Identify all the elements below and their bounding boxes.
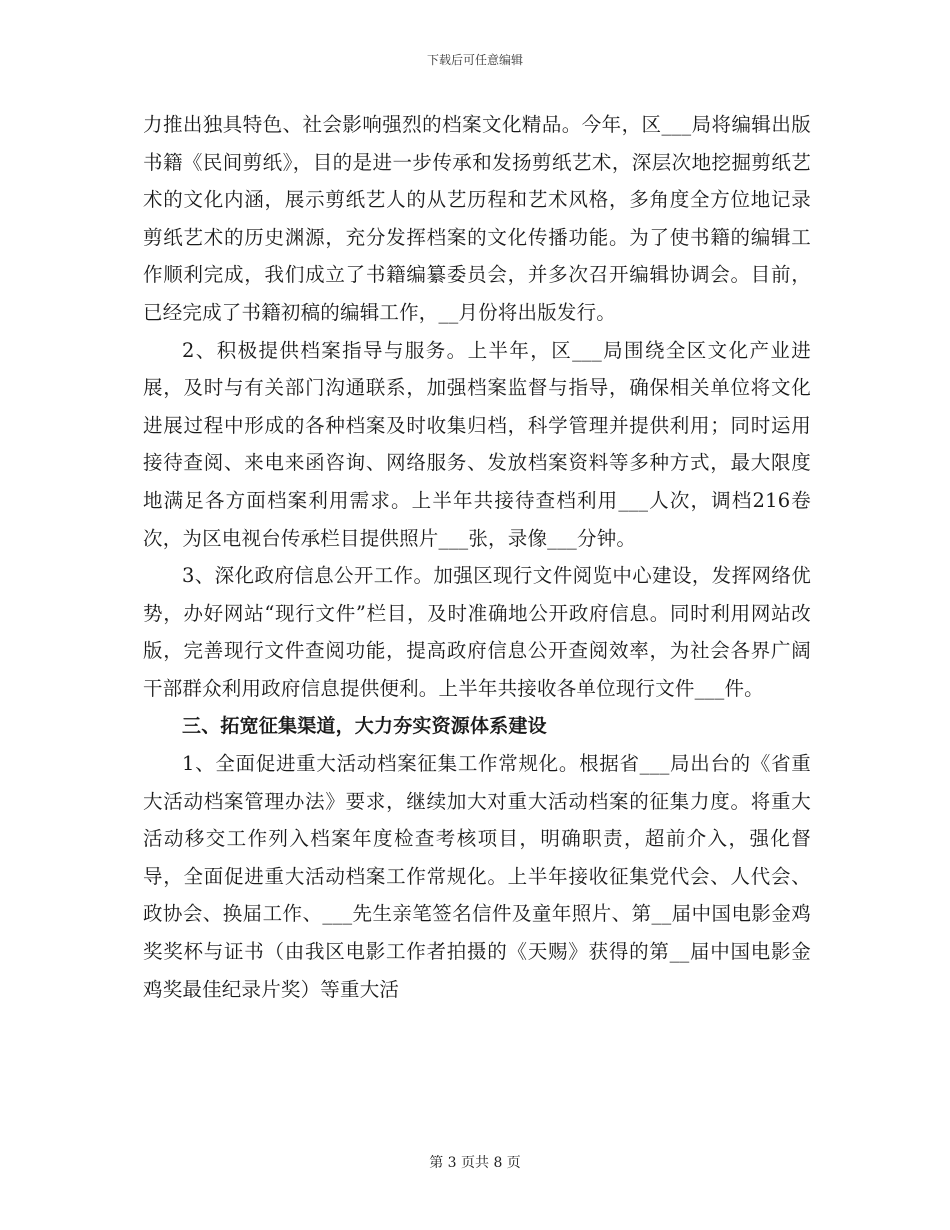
paragraph-info-disclosure: 3、深化政府信息公开工作。加强区现行文件阅览中心建设，发挥网络优势，办好网站“现行文件”栏目，及时准确地公开政府信息。同时利用网站改版，完善现行文件查阅功能，提高政府信息公开查阅效率，为社会各界广阔干部群众利用政府信息提供便利。上半年共接收各单位现行文件___件。 <box>143 564 811 700</box>
paragraph-continuation: 力推出独具特色、社会影响强烈的档案文化精品。今年，区___局将编辑出版书籍《民间剪纸》，目的是进一步传承和发扬剪纸艺术，深层次地挖掘剪纸艺术的文化内涵，展示剪纸艺人的从艺历程和艺术风格，多角度全方位地记录剪纸艺术的历史渊源，充分发挥档案的文化传播功能。为了使书籍的编辑工作顺利完成，我们成立了书籍编纂委员会，并多次召开编辑协调会。目前，已经完成了书籍初稿的编辑工作，__月份将出版发行。 <box>143 113 811 324</box>
document-body <box>143 106 811 1008</box>
section-heading: 三、拓宽征集渠道，大力夯实资源体系建设 <box>182 714 547 737</box>
paragraph-archive-service: 2、积极提供档案指导与服务。上半年，区___局围绕全区文化产业进展，及时与有关部门沟通联系，加强档案监督与指导，确保相关单位将文化进展过程中形成的各种档案及时收集归档，科学管理并提供利用；同时运用接待查阅、来电来函咨询、网络服务、发放档案资料等多种方式，最大限度地满足各方面档案利用需求。上半年共接待查档利用___人次，调档216卷次，为区电视台传承栏目提供照片___张，录像___分钟。 <box>143 338 811 550</box>
page-header: 下载后可任意编辑 <box>426 53 523 67</box>
page-footer: 第 3 页共 8 页 <box>429 1155 521 1171</box>
paragraph-major-events: 1、全面促进重大活动档案征集工作常规化。根据省___局出台的《省重大活动档案管理办法》要求，继续加大对重大活动档案的征集力度。将重大活动移交工作列入档案年度检查考核项目，明确职责，超前介入，强化督导，全面促进重大活动档案工作常规化。上半年接收征集党代会、人代会、政协会、换届工作、___先生亲笔签名信件及童年照片、第__届中国电影金鸡奖奖杯与证书（由我区电影工作者拍摄的《天赐》获得的第__届中国电影金鸡奖最佳纪录片奖）等重大活 <box>143 752 811 1001</box>
